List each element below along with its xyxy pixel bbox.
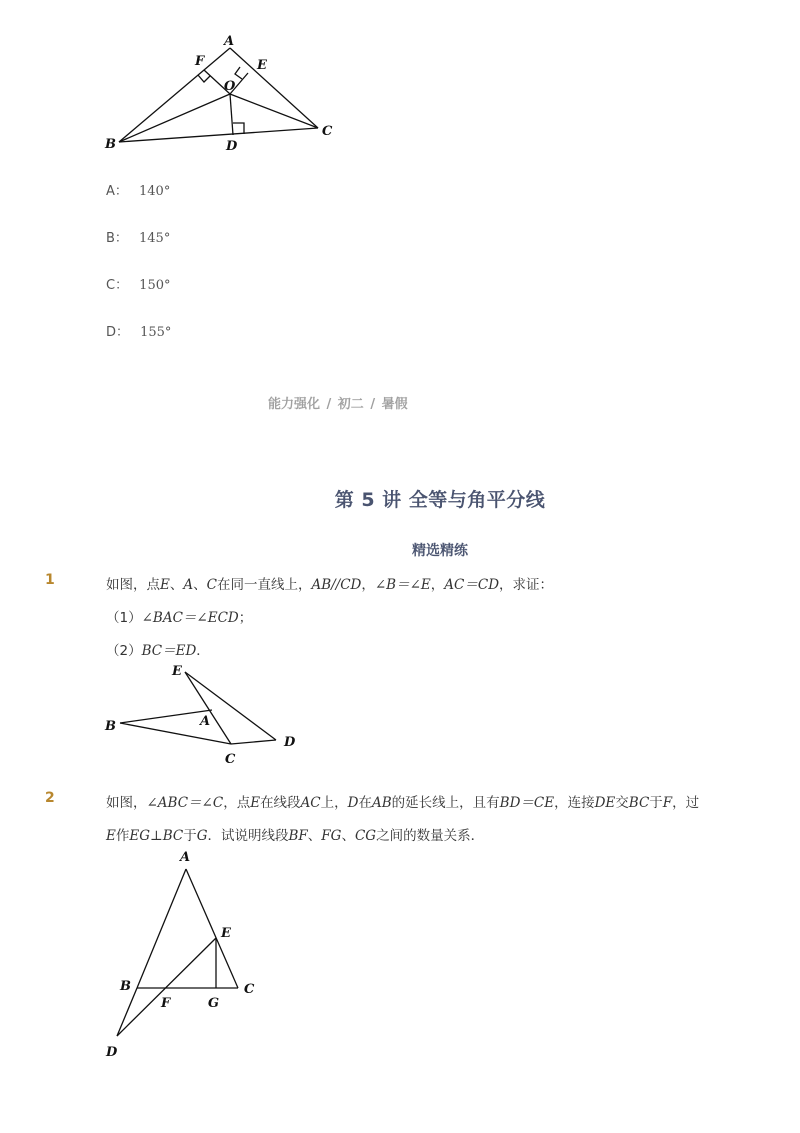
- q1-condition-angles: ∠B＝∠E: [374, 577, 431, 593]
- fig2-label-c: C: [225, 752, 236, 767]
- q2-text: 作: [115, 828, 130, 844]
- fig2-label-b: B: [105, 719, 116, 734]
- option-d-letter: D：: [106, 325, 130, 340]
- q2-segment-fg: FG: [321, 828, 342, 844]
- fig1-label-f: F: [195, 54, 205, 69]
- q1-part1-math: ∠BAC＝∠ECD: [141, 610, 239, 626]
- q2-text: ．试说明线段: [207, 828, 289, 844]
- q2-segment-bf: BF: [288, 828, 308, 844]
- q1-point-e: E: [160, 577, 170, 593]
- q2-text: 交: [615, 795, 629, 811]
- q2-point-f: F: [662, 795, 673, 811]
- q1-part1-suffix: ；: [238, 610, 253, 626]
- q2-segment-bc: BC: [628, 795, 650, 811]
- fig1-label-b: B: [105, 137, 116, 152]
- lesson-title: 第 5 讲 全等与角平分线: [334, 489, 546, 511]
- question-1-number: 1: [45, 572, 55, 588]
- q2-text: ，过: [672, 795, 700, 811]
- fig3-label-f: F: [161, 996, 171, 1011]
- q2-text: 在: [358, 795, 372, 811]
- figure-question-1: [100, 660, 305, 770]
- fig2-label-e: E: [172, 664, 182, 679]
- q1-condition-sides: AC＝CD: [444, 577, 500, 593]
- question-2-stem-line-2: [106, 824, 484, 844]
- q2-text: 之间的数量关系．: [376, 828, 485, 844]
- q1-text: 如图，点: [106, 577, 160, 593]
- q2-segment-cg: CG: [354, 828, 377, 844]
- question-2-stem-line-1: [106, 791, 699, 811]
- q1-text: 在同一直线上，: [216, 577, 312, 593]
- fig1-label-c: C: [322, 124, 333, 139]
- fig3-label-d: D: [106, 1045, 118, 1060]
- q2-text: 的延长线上，且有: [391, 795, 500, 811]
- fig1-label-o: O: [224, 79, 236, 94]
- q2-condition-angles: ∠ABC＝∠C: [146, 795, 224, 811]
- fig3-label-c: C: [244, 982, 255, 997]
- option-d-value: 155°: [140, 325, 172, 340]
- q2-condition-sides: BD＝CE: [499, 795, 555, 811]
- q2-point-e2: E: [106, 828, 116, 844]
- q2-text: 、: [307, 828, 322, 844]
- q2-text: 上，: [320, 795, 348, 811]
- q1-text: 、: [169, 577, 184, 593]
- question-1-part-1: [106, 606, 252, 626]
- q2-segment-ab: AB: [371, 795, 392, 811]
- question-2-number: 2: [45, 790, 55, 806]
- q2-condition-perp: EG⊥BC: [129, 828, 184, 844]
- q2-text: 如图，: [106, 795, 147, 811]
- q1-part2-math: BC＝ED: [141, 643, 197, 659]
- option-a[interactable]: [106, 180, 170, 199]
- q1-text: ，: [430, 577, 445, 593]
- option-a-value: 140°: [139, 184, 171, 199]
- fig1-label-e: E: [257, 58, 267, 73]
- figure-question-2: [100, 845, 270, 1065]
- fig1-label-d: D: [226, 139, 238, 154]
- q2-text: 、: [341, 828, 355, 844]
- option-c-value: 150°: [139, 278, 171, 293]
- option-a-letter: A：: [106, 184, 128, 199]
- q2-point-g: G: [196, 828, 208, 844]
- q1-text: 、: [193, 577, 207, 593]
- option-c[interactable]: [106, 274, 171, 293]
- q1-text: ，求证：: [499, 577, 554, 593]
- fig3-label-g: G: [208, 996, 220, 1011]
- fig2-label-a: A: [200, 714, 211, 729]
- question-1-stem: [106, 573, 553, 593]
- fig2-label-d: D: [284, 735, 296, 750]
- option-d[interactable]: [106, 321, 171, 340]
- section-title: 精选精练: [412, 543, 468, 559]
- option-b[interactable]: [106, 227, 170, 246]
- fig3-label-b: B: [120, 979, 131, 994]
- q2-text: ，连接: [554, 795, 595, 811]
- question-1-part-2: [106, 639, 210, 659]
- q1-point-c: C: [206, 577, 217, 593]
- fig3-label-e: E: [221, 926, 231, 941]
- q2-point-d: D: [347, 795, 359, 811]
- option-b-letter: B：: [106, 231, 128, 246]
- q2-text: 于: [649, 795, 663, 811]
- fig1-label-a: A: [224, 34, 235, 49]
- q2-text: 在线段: [260, 795, 301, 811]
- q2-text: 于: [183, 828, 197, 844]
- option-c-letter: C：: [106, 278, 129, 293]
- page-footer-breadcrumb: 能力强化 / 初二 / 暑假: [268, 397, 408, 412]
- q1-part1-prefix: （1）: [106, 610, 142, 626]
- q2-segment-ac: AC: [300, 795, 321, 811]
- q1-text: ，: [361, 577, 375, 593]
- q2-point-e: E: [250, 795, 261, 811]
- q2-text: ，点: [223, 795, 251, 811]
- q1-point-a: A: [183, 577, 194, 593]
- option-b-value: 145°: [139, 231, 171, 246]
- q1-part2-prefix: （2）: [106, 643, 142, 659]
- q1-condition-parallel: AB//CD: [311, 577, 362, 593]
- figure-triangle-abc-bisectors: [100, 32, 345, 157]
- q2-segment-de: DE: [594, 795, 616, 811]
- q1-part2-suffix: ．: [196, 643, 210, 659]
- fig3-label-a: A: [180, 850, 191, 865]
